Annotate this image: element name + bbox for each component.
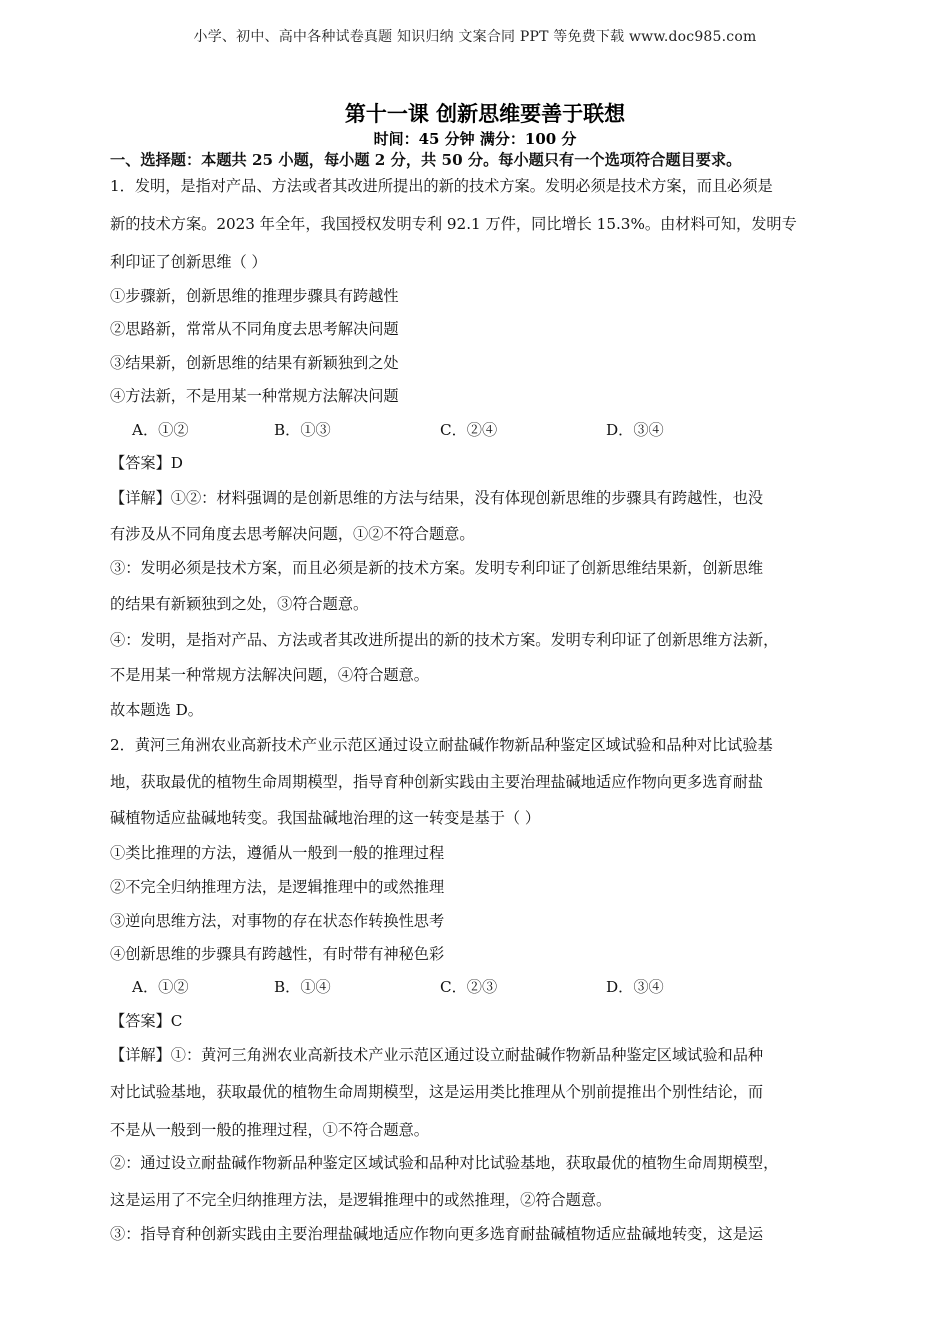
question-stem-line: 利印证了创新思维（ ） (110, 253, 267, 271)
question-stem-line: 碱植物适应盐碱地转变。我国盐碱地治理的这一转变是基于（ ） (110, 809, 541, 827)
detail-line: ③：发明必须是技术方案，而且必须是新的技术方案。发明专利印证了创新思维结果新，创新思维 (110, 559, 764, 577)
question-stem-line: 1．发明，是指对产品、方法或者其改进所提出的新的技术方案。发明必须是技术方案，而且必须是 (110, 177, 773, 195)
option-b: B．①④ (274, 978, 331, 996)
answer-line: 【答案】D (110, 454, 183, 472)
statement-item: ②思路新，常常从不同角度去思考解决问题 (110, 320, 399, 338)
detail-line: 这是运用了不完全归纳推理方法，是逻辑推理中的或然推理，②符合题意。 (110, 1191, 612, 1209)
statement-item: ②不完全归纳推理方法，是逻辑推理中的或然推理 (110, 878, 445, 896)
detail-line: 不是从一般到一般的推理过程，①不符合题意。 (110, 1121, 429, 1139)
statement-item: ④创新思维的步骤具有跨越性，有时带有神秘色彩 (110, 945, 445, 963)
detail-line: ③：指导育种创新实践由主要治理盐碱地适应作物向更多选育耐盐碱植物适应盐碱地转变，这是运 (110, 1225, 764, 1243)
detail-line: 对比试验基地，获取最优的植物生命周期模型，这是运用类比推理从个别前提推出个别性结论，而 (110, 1083, 764, 1101)
detail-line: 的结果有新颖独到之处，③符合题意。 (110, 595, 369, 613)
statement-item: ④方法新，不是用某一种常规方法解决问题 (110, 387, 399, 405)
detail-line: 故本题选 D。 (110, 701, 203, 719)
detail-line: 有涉及从不同角度去思考解决问题，①②不符合题意。 (110, 525, 475, 543)
option-c: C．②④ (440, 421, 498, 439)
detail-line: 不是用某一种常规方法解决问题，④符合题意。 (110, 666, 429, 684)
detail-line: ④：发明，是指对产品、方法或者其改进所提出的新的技术方案。发明专利印证了创新思维方法新， (110, 631, 779, 649)
statement-item: ①类比推理的方法，遵循从一般到一般的推理过程 (110, 844, 445, 862)
statement-item: ①步骤新，创新思维的推理步骤具有跨越性 (110, 287, 399, 305)
option-d: D．③④ (606, 421, 664, 439)
page-header: 小学、初中、高中各种试卷真题 知识归纳 文案合同 PPT 等免费下载 www.doc985.com (193, 29, 757, 45)
question-stem-line: 地，获取最优的植物生命周期模型，指导育种创新实践由主要治理盐碱地适应作物向更多选育耐盐 (110, 773, 764, 791)
option-d: D．③④ (606, 978, 664, 996)
statement-item: ③结果新，创新思维的结果有新颖独到之处 (110, 354, 399, 372)
option-a: A．①② (132, 421, 189, 439)
statement-item: ③逆向思维方法，对事物的存在状态作转换性思考 (110, 912, 445, 930)
page-title: 第十一课 创新思维要善于联想 (344, 101, 626, 126)
question-stem-line: 新的技术方案。2023 年全年，我国授权发明专利 92.1 万件，同比增长 15.3%。由材料可知，发明专 (110, 215, 797, 233)
question-stem-line: 2．黄河三角洲农业高新技术产业示范区通过设立耐盐碱作物新品种鉴定区域试验和品种对比试验基 (110, 736, 773, 754)
exam-info: 时间：45 分钟 满分：100 分 (373, 130, 577, 148)
answer-line: 【答案】C (110, 1012, 183, 1030)
detail-line: 【详解】①②：材料强调的是创新思维的方法与结果，没有体现创新思维的步骤具有跨越性，也没 (110, 489, 764, 507)
section-heading: 一、选择题：本题共 25 小题，每小题 2 分，共 50 分。每小题只有一个选项符合题目要求。 (110, 151, 742, 169)
detail-line: ②：通过设立耐盐碱作物新品种鉴定区域试验和品种对比试验基地，获取最优的植物生命周期模型， (110, 1154, 779, 1172)
detail-line: 【详解】①：黄河三角洲农业高新技术产业示范区通过设立耐盐碱作物新品种鉴定区域试验和品种 (110, 1046, 764, 1064)
option-b: B．①③ (274, 421, 331, 439)
option-a: A．①② (132, 978, 189, 996)
option-c: C．②③ (440, 978, 498, 996)
